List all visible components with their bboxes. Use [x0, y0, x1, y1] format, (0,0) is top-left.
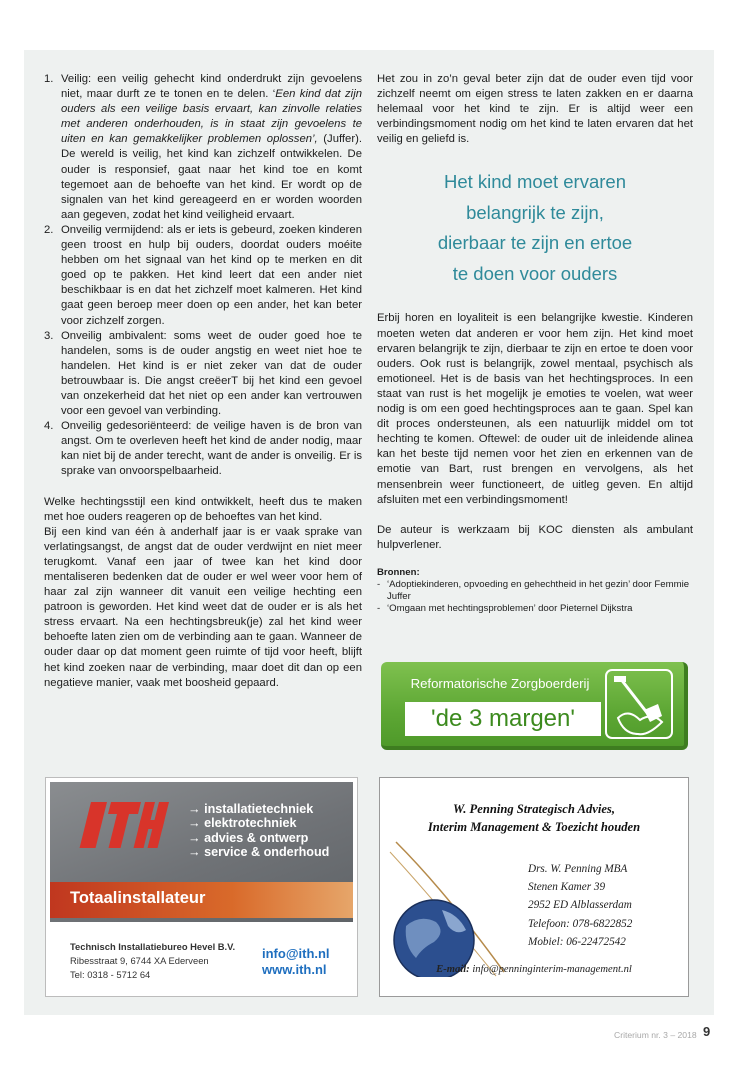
footer-source: Criterium nr. 3 – 2018	[614, 1030, 697, 1040]
ith-logo-icon	[74, 798, 170, 856]
ith-services-list	[188, 802, 329, 860]
ith-banner: Totaalinstallateur	[50, 882, 353, 918]
shovel-hands-logo-icon	[604, 668, 674, 740]
globe-icon	[386, 822, 506, 977]
ith-ad[interactable]	[45, 777, 358, 997]
author-note: De auteur is werkzaam bij KOC diensten als ambulant hulpverlener.	[377, 523, 693, 551]
ad-name: 'de 3 margen'	[405, 702, 601, 736]
ith-email-link[interactable]: info@ith.nl	[262, 946, 330, 961]
juffer-quote: Een kind dat zijn ouders als een veilige basis ervaart, kan zinvolle relaties met anderen onderhouden, is in staat zijn gevoelens te uiten en kan gemakkelijker problemen oplossen’,	[61, 88, 362, 146]
penning-title: W. Penning Strategisch Advies, Interim Management & Toezicht houden	[427, 802, 641, 834]
penning-details: Drs. W. Penning MBA Stenen Kamer 39 2952 ED Alblasserdam Telefoon: 078-6822852 Mobiel: 06-22472542	[528, 863, 633, 948]
service-item: → installatietechniek	[188, 802, 329, 816]
ad-title: Reformatorische Zorgboerderij	[410, 676, 590, 691]
paragraph: Erbij horen en loyaliteit is een belangrijke kwestie. Kinderen moeten weten dat anderen er voor hem zijn. Het kind moet ervaren belangrijk te zijn, dierbaar te zijn en ertoe te doen voor ouders. Ook rust is belangrijk, zowel mentaal, psychisch als emotioneel. Het is de basis van het hechtingsproces. In een staat van rust is het mogelijk je emoties te voelen, wat weer nodig is om een goed hechtingsproces aan te gaan. Spel kan dit proces ondersteunen, als een natuurlijk middel om tot hechting te komen. Oftewel: de ouder uit de inleidende alinea kan het beste tijd nemen voor het zien en erkennen van de emotie van Bart, rust brengen en vervolgens, als het mensenbrein weer functioneert, de uitleg geven. En altijd afsluiten met een verbindingsmoment!	[377, 312, 693, 506]
penning-ad[interactable]	[379, 777, 689, 997]
service-item: → service & onderhoud	[188, 845, 329, 859]
list-item: 4. Onveilig gedesoriënteerd: de veilige haven is de bron van angst. Om te overleven heeft het kind de ander nodig, maar kan niet bij de ander terecht, want de ander is onveilig. Er is sprake van onvoorspelbaarheid.	[44, 420, 362, 478]
penning-email-link[interactable]: info@penninginterim-management.nl	[472, 964, 632, 975]
paragraph: Bij een kind van één à anderhalf jaar is er vaak sprake van verlatingsangst, de angst dat de ouder verdwijnt en niet meer terugkomt. Vanaf een jaar of twee kan het kind door mentaliseren bedenken dat de ouder er wel weer voor hem of haar zal zijn wanneer dit vanuit een veilige hechting een patroon is geworden. Het kind weet dat de ouder er is als het stress ervaart. Na een hechtingsbreuk(je) zal het kind weer behoefte laten zien om de verbinding aan te gaan. Wanneer de ouder daar op dat moment geen ruimte of tijd voor heeft, blijft het kind zoeken naar de verbinding, maar doet dit dan op een negatieve manier, vaak met boosheid gepaard.	[44, 525, 362, 689]
list-item: 2. Onveilig vermijdend: als er iets is gebeurd, zoeken kinderen geen troost en hulp bij ouders, doordat ouders moéite hebben om het signaal van het kind op te merken en dit goed op te pakken. Het kind leert dat een ander niet beschikbaar is en dat het zichzelf moet kalmeren. Het kind gaat geen beroep meer doen op een ander, het kan beter voor zichzelf zorgen.	[44, 223, 362, 327]
ith-contact	[262, 946, 330, 978]
right-column	[377, 72, 693, 616]
ith-company-info: Technisch Installatiebureo Hevel B.V. Ribesstraat 9, 6744 XA Ederveen Tel: 0318 - 5712 64	[70, 941, 236, 981]
penning-email: E-mail: info@penninginterim-management.nl	[436, 964, 632, 975]
left-column	[44, 72, 362, 691]
source-item: - ‘Adoptiekinderen, opvoeding en gehechtheid in het gezin’ door Femmie Juffer	[377, 578, 690, 603]
pull-quote: Het kind moet ervaren belangrijk te zijn, dierbaar te zijn en ertoe te doen voor ouders	[437, 171, 633, 284]
service-item: → advies & ontwerp	[188, 831, 329, 845]
source-item: - ‘Omgaan met hechtingsproblemen’ door Pieternel Dijkstra	[377, 603, 633, 615]
list-item: 1. Veilig: een veilig gehecht kind onderdrukt zijn gevoelens niet, maar durft ze te tonen en te delen. ‘Een kind dat zijn ouders als een veilige basis ervaart, kan zinvolle relaties met anderen onderhouden, is in staat zijn gevoelens te uiten en kan gemakkelijker problemen oplossen’, (Juffer). De wereld is veilig, het kind kan zichzelf ontwikkelen. De ouder is responsief, gaat naar het kind toe en komt tegemoet aan de behoefte van het kind. Er wordt op de signalen van het kind gereageerd en er worden woorden aan gegeven, zodat het kind veiligheid ervaart.	[44, 73, 362, 221]
attachment-styles-list	[44, 72, 362, 480]
paragraph: Het zou in zo’n geval beter zijn dat de ouder even tijd voor zichzelf neemt om eigen stress te laten zakken en er daarna helemaal voor het kind te zijn. Er is altijd weer een verbindingsmoment nodig om het kind te laten ervaren dat het veilig en geliefd is.	[377, 73, 693, 146]
zorgboerderij-ad[interactable]	[381, 662, 688, 750]
list-item: 3. Onveilig ambivalent: soms weet de ouder goed hoe te handelen, soms is de ouder angstig en weet niet hoe te handelen. Het kind is er niet zeker van dat de ouder betrouwbaar is. Die angst creëerT bij het kind een gevoel van onzekerheid dat het niet op een ander kan vertrouwen voor een gevoel van verbinding.	[44, 329, 362, 418]
sources-list	[377, 579, 693, 616]
page-number: 9	[703, 1024, 711, 1039]
ith-web-link[interactable]: www.ith.nl	[262, 962, 327, 977]
sources-title: Bronnen:	[377, 566, 420, 578]
paragraph: Welke hechtingsstijl een kind ontwikkelt, heeft dus te maken met hoe ouders reageren op de behoeftes van het kind.	[44, 495, 362, 523]
service-item: → elektrotechniek	[188, 816, 329, 830]
